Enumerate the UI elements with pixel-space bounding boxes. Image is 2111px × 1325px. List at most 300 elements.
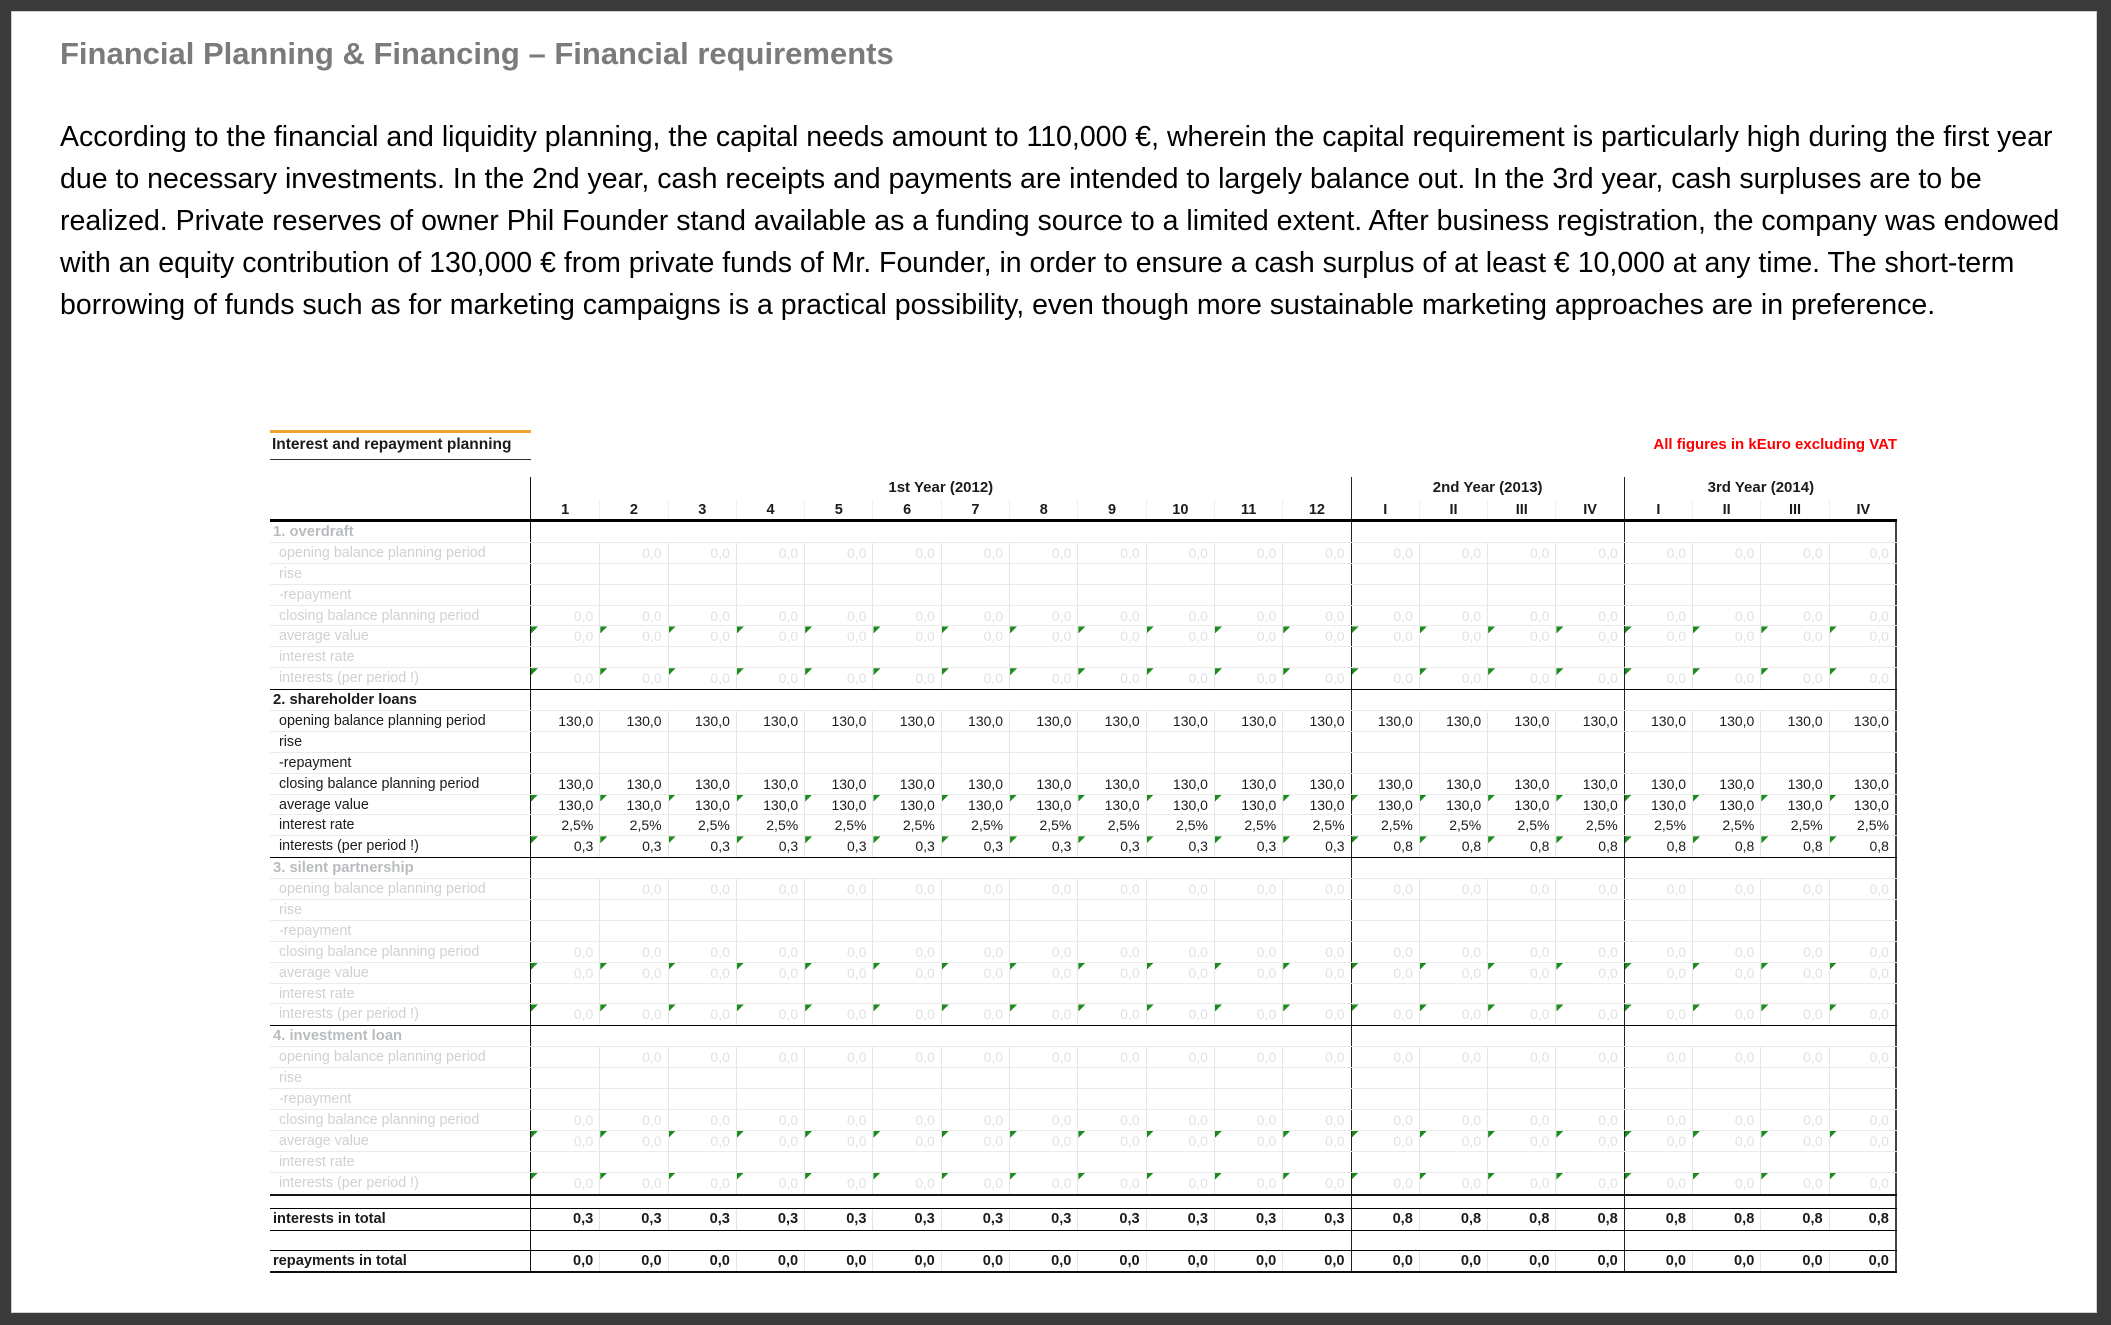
error-indicator-icon (531, 1131, 538, 1138)
table-cell (1624, 647, 1692, 667)
error-indicator-icon (942, 836, 949, 843)
table-cell: 2,5% (561, 817, 594, 834)
table-cell: 0,0 (804, 606, 872, 626)
table-cell (872, 1089, 940, 1109)
error-indicator-icon (942, 626, 949, 633)
table-cell (1829, 921, 1897, 941)
table-cell (1487, 585, 1555, 605)
error-indicator-icon (600, 1173, 607, 1180)
table-cell (668, 732, 736, 752)
error-indicator-icon (1693, 1173, 1700, 1180)
table-row (270, 647, 1897, 668)
error-indicator-icon (531, 963, 538, 970)
table-cell (1214, 1152, 1282, 1172)
table-cell (1624, 900, 1692, 920)
table-cell: 130,0 (1146, 795, 1214, 815)
table-section (270, 857, 1897, 1025)
table-cell (1146, 1068, 1214, 1088)
error-indicator-icon (1010, 836, 1017, 843)
section-header-cell (1487, 690, 1555, 710)
error-indicator-icon (1830, 1131, 1837, 1138)
spacer-cell (1555, 1231, 1623, 1250)
table-cell (872, 732, 940, 752)
table-cell: 0,0 (1555, 1131, 1623, 1151)
table-cell: 0,0 (1146, 626, 1214, 646)
year-group-label: 2nd Year (2013) (1351, 477, 1624, 499)
section-header-cell (872, 1026, 940, 1046)
table-cell: 130,0 (1555, 774, 1623, 794)
table-cell: 0,0 (872, 1047, 940, 1067)
error-indicator-icon (1215, 668, 1222, 675)
table-row (270, 942, 1897, 963)
total-cell: 0,8 (1829, 1209, 1897, 1230)
table-cell: 0,0 (1146, 1110, 1214, 1130)
table-cell: 130,0 (1282, 795, 1350, 815)
error-indicator-icon (1283, 668, 1290, 675)
table-cell: 0,0 (1760, 1004, 1828, 1025)
table-cell (1829, 984, 1897, 1004)
table-cell: 0,0 (1214, 626, 1282, 646)
error-indicator-icon (1830, 1173, 1837, 1180)
table-cell: 0,0 (804, 879, 872, 899)
spacer-cell (1760, 1196, 1828, 1208)
table-cell: 0,0 (1692, 963, 1760, 983)
total-cell: 0,8 (1555, 1209, 1623, 1230)
total-cell: 0,0 (1282, 1251, 1350, 1271)
table-cell: 0,0 (1146, 879, 1214, 899)
table-cell (736, 753, 804, 773)
error-indicator-icon (1761, 1173, 1768, 1180)
row-label: rise (270, 564, 531, 584)
table-cell (1419, 753, 1487, 773)
table-cell (1692, 753, 1760, 773)
total-cell: 0,0 (1419, 1251, 1487, 1271)
section-header-cell (531, 858, 599, 878)
table-cell (1214, 732, 1282, 752)
table-cell: 0,0 (1282, 942, 1350, 962)
table-cell: 0,0 (1419, 1131, 1487, 1151)
spacer-cell (736, 1196, 804, 1208)
total-cell: 0,3 (1009, 1209, 1077, 1230)
table-cell: 0,0 (1351, 1047, 1419, 1067)
total-cell: 0,0 (1077, 1251, 1145, 1271)
section-header-cell (1419, 858, 1487, 878)
table-cell: 0,0 (804, 942, 872, 962)
error-indicator-icon (531, 795, 538, 802)
section-header-cell (1829, 522, 1897, 542)
table-cell (531, 647, 599, 667)
table-cell (1009, 647, 1077, 667)
table-cell (1419, 647, 1487, 667)
row-label: interest rate (270, 984, 531, 1004)
table-cell: 2,5% (668, 815, 736, 835)
error-indicator-icon (1147, 668, 1154, 675)
units-note: All figures in kEuro excluding VAT (1653, 436, 1897, 453)
table-cell (1487, 647, 1555, 667)
table-cell: 0,0 (1009, 963, 1077, 983)
table-cell: 0,0 (1009, 1173, 1077, 1194)
error-indicator-icon (873, 1131, 880, 1138)
table-cell: 0,0 (804, 626, 872, 646)
table-cell: 0,0 (599, 1173, 667, 1194)
spacer-cell (1351, 1231, 1419, 1250)
error-indicator-icon (1078, 1004, 1085, 1011)
table-cell: 130,0 (1146, 711, 1214, 731)
section-header-cell (1009, 522, 1077, 542)
table-cell: 2,5% (1077, 815, 1145, 835)
error-indicator-icon (1488, 836, 1495, 843)
table-cell: 0,0 (872, 606, 940, 626)
slide-canvas (11, 11, 2097, 1313)
table-cell: 130,0 (1760, 795, 1828, 815)
total-cell: 0,3 (1146, 1209, 1214, 1230)
table-cell: 0,0 (1760, 963, 1828, 983)
error-indicator-icon (1010, 626, 1017, 633)
table-cell (1077, 564, 1145, 584)
row-label: -repayment (270, 1089, 531, 1109)
table-cell (872, 564, 940, 584)
table-cell (531, 1152, 599, 1172)
error-indicator-icon (737, 836, 744, 843)
section-header-cell (1351, 690, 1419, 710)
table-cell: 0,0 (668, 1173, 736, 1194)
table-cell: 2,5% (1419, 815, 1487, 835)
table-cell (1351, 984, 1419, 1004)
table-cell: 0,0 (1146, 606, 1214, 626)
table-title: Interest and repayment planning (270, 430, 531, 460)
table-cell: 0,0 (1351, 1131, 1419, 1151)
error-indicator-icon (1215, 626, 1222, 633)
table-cell (1077, 1152, 1145, 1172)
section-header-cell (668, 522, 736, 542)
table-cell: 0,0 (1555, 1110, 1623, 1130)
error-indicator-icon (600, 836, 607, 843)
table-cell (1487, 984, 1555, 1004)
row-label: interest rate (270, 647, 531, 667)
table-cell: 0,0 (668, 1004, 736, 1025)
table-cell: 0,0 (1351, 879, 1419, 899)
spacer-cell (1214, 1196, 1282, 1208)
table-cell: 0,0 (872, 963, 940, 983)
table-cell (941, 732, 1009, 752)
table-cell (668, 585, 736, 605)
error-indicator-icon (873, 836, 880, 843)
year-header-row (270, 477, 1897, 499)
section-header-cell (1282, 690, 1350, 710)
table-cell: 130,0 (1692, 711, 1760, 731)
table-cell: 0,0 (1146, 963, 1214, 983)
table-cell (1624, 984, 1692, 1004)
table-cell: 130,0 (1009, 711, 1077, 731)
error-indicator-icon (1488, 963, 1495, 970)
table-cell: 0,0 (1282, 1173, 1350, 1194)
table-cell (1009, 1089, 1077, 1109)
table-cell (531, 1089, 599, 1109)
error-indicator-icon (1147, 626, 1154, 633)
table-row (270, 753, 1897, 774)
error-indicator-icon (1352, 1004, 1359, 1011)
table-row (270, 1131, 1897, 1152)
table-cell (1282, 1068, 1350, 1088)
total-cell: 0,8 (1487, 1209, 1555, 1230)
table-cell: 0,0 (941, 942, 1009, 962)
table-grid (270, 477, 1897, 1273)
table-cell: 0,0 (1282, 879, 1350, 899)
table-row (270, 564, 1897, 585)
table-cell: 0,0 (1351, 1173, 1419, 1194)
period-header-row (270, 499, 1897, 521)
table-cell (531, 900, 599, 920)
table-cell: 0,0 (1077, 606, 1145, 626)
table-cell: 0,0 (1555, 1173, 1623, 1194)
table-cell (1760, 647, 1828, 667)
total-cell: 0,0 (1829, 1251, 1897, 1271)
table-cell (1077, 732, 1145, 752)
error-indicator-icon (805, 1131, 812, 1138)
table-cell (1692, 585, 1760, 605)
table-cell: 130,0 (558, 713, 594, 730)
table-cell: 130,0 (668, 774, 736, 794)
table-cell (1214, 921, 1282, 941)
error-indicator-icon (1830, 1004, 1837, 1011)
table-cell: 0,0 (1214, 1004, 1282, 1025)
spacer-cell (1487, 1196, 1555, 1208)
table-cell: 0,0 (1555, 942, 1623, 962)
section-header-cell (668, 858, 736, 878)
table-cell: 0,0 (1692, 668, 1760, 689)
table-cell: 130,0 (668, 795, 736, 815)
table-cell (1077, 647, 1145, 667)
table-cell: 130,0 (1077, 795, 1145, 815)
error-indicator-icon (1761, 626, 1768, 633)
total-cell: 0,3 (941, 1209, 1009, 1230)
table-row (270, 1068, 1897, 1089)
table-cell (736, 732, 804, 752)
table-row (270, 774, 1897, 795)
table-cell: 2,5% (1146, 815, 1214, 835)
period-header: 6 (872, 499, 940, 519)
error-indicator-icon (1283, 626, 1290, 633)
table-cell: 0,0 (531, 1004, 599, 1025)
table-cell: 130,0 (1624, 711, 1692, 731)
table-cell (1419, 585, 1487, 605)
table-cell (736, 900, 804, 920)
spacer-cell (1009, 1196, 1077, 1208)
error-indicator-icon (1352, 963, 1359, 970)
spacer-cell (1282, 1196, 1350, 1208)
table-cell: 0,0 (1624, 1004, 1692, 1025)
table-cell: 0,0 (1624, 942, 1692, 962)
table-cell (531, 984, 599, 1004)
section-header-cell (1214, 522, 1282, 542)
row-label: interests (per period !) (270, 836, 531, 857)
table-cell: 0,0 (1760, 626, 1828, 646)
table-cell: 0,8 (1624, 836, 1692, 857)
table-cell: 0,0 (1282, 1004, 1350, 1025)
table-cell: 130,0 (599, 795, 667, 815)
table-cell: 130,0 (1555, 711, 1623, 731)
table-cell (1555, 921, 1623, 941)
table-row (270, 879, 1897, 900)
table-cell (1282, 900, 1350, 920)
table-cell: 2,5% (1555, 815, 1623, 835)
table-cell: 0,0 (1419, 1173, 1487, 1194)
error-indicator-icon (1761, 668, 1768, 675)
table-cell (599, 564, 667, 584)
total-label: interests in total (270, 1209, 531, 1230)
section-title: 4. investment loan (270, 1026, 531, 1046)
table-cell: 0,0 (1009, 668, 1077, 689)
table-cell (1146, 564, 1214, 584)
table-row (270, 921, 1897, 942)
total-cell: 0,3 (1282, 1209, 1350, 1230)
table-cell: 130,0 (1351, 711, 1419, 731)
table-cell (668, 647, 736, 667)
table-cell: 2,5% (1214, 815, 1282, 835)
error-indicator-icon (873, 1173, 880, 1180)
section-header-cell (1351, 858, 1419, 878)
table-cell (941, 1152, 1009, 1172)
table-cell (1692, 1089, 1760, 1109)
year-group-label: 3rd Year (2014) (1624, 477, 1897, 499)
table-cell (599, 1089, 667, 1109)
table-cell: 0,0 (1692, 606, 1760, 626)
table-cell: 130,0 (599, 711, 667, 731)
table-cell: 0,0 (1077, 1110, 1145, 1130)
table-cell: 0,0 (1077, 879, 1145, 899)
period-header: IV (1555, 499, 1623, 519)
table-cell (1351, 585, 1419, 605)
table-cell (1009, 732, 1077, 752)
table-cell: 0,0 (1214, 668, 1282, 689)
table-cell: 0,0 (599, 1131, 667, 1151)
error-indicator-icon (1215, 963, 1222, 970)
table-cell: 0,0 (1214, 963, 1282, 983)
error-indicator-icon (1556, 1131, 1563, 1138)
table-cell (599, 753, 667, 773)
error-indicator-icon (600, 1004, 607, 1011)
table-cell: 130,0 (872, 711, 940, 731)
error-indicator-icon (1625, 626, 1632, 633)
spacer (270, 460, 1897, 477)
period-header: II (1692, 499, 1760, 519)
table-cell: 130,0 (1351, 774, 1419, 794)
table-cell (1419, 984, 1487, 1004)
table-cell: 0,0 (1009, 626, 1077, 646)
table-cell: 0,8 (1555, 836, 1623, 857)
table-cell (1555, 1089, 1623, 1109)
table-cell (1760, 1068, 1828, 1088)
table-cell: 0,0 (531, 626, 599, 646)
section-header-row (270, 690, 1897, 711)
table-cell: 0,0 (1077, 1047, 1145, 1067)
table-cell (736, 647, 804, 667)
spacer-cell (1692, 1196, 1760, 1208)
error-indicator-icon (669, 626, 676, 633)
table-cell: 2,5% (1829, 815, 1897, 835)
error-indicator-icon (1420, 1004, 1427, 1011)
table-cell (804, 647, 872, 667)
table-cell: 0,0 (1009, 1131, 1077, 1151)
table-row (270, 836, 1897, 857)
row-label: closing balance planning period (270, 942, 531, 962)
table-cell: 0,0 (1760, 1131, 1828, 1151)
total-cell: 0,0 (668, 1251, 736, 1271)
section-header-cell (804, 690, 872, 710)
row-label: opening balance planning period (270, 711, 531, 731)
period-header: 12 (1282, 499, 1350, 519)
table-cell: 0,0 (1009, 879, 1077, 899)
section-header-cell (1624, 858, 1692, 878)
spacer-cell (1077, 1231, 1145, 1250)
table-cell: 0,0 (1146, 942, 1214, 962)
table-cell (804, 984, 872, 1004)
table-cell (1692, 647, 1760, 667)
table-cell (1009, 585, 1077, 605)
table-cell (599, 732, 667, 752)
error-indicator-icon (737, 1131, 744, 1138)
table-cell: 0,0 (1146, 543, 1214, 563)
table-cell (1282, 984, 1350, 1004)
table-cell: 0,0 (1419, 1047, 1487, 1067)
table-cell: 0,0 (1760, 1047, 1828, 1067)
table-cell (1214, 900, 1282, 920)
table-cell: 0,0 (1009, 1110, 1077, 1130)
table-cell: 0,0 (736, 879, 804, 899)
spacer-cell (941, 1196, 1009, 1208)
table-cell: 0,0 (599, 1110, 667, 1130)
table-cell: 0,0 (1419, 626, 1487, 646)
error-indicator-icon (1693, 795, 1700, 802)
table-cell: 0,8 (1829, 836, 1897, 857)
table-cell: 0,0 (668, 668, 736, 689)
table-cell: 130,0 (1487, 711, 1555, 731)
error-indicator-icon (1556, 1004, 1563, 1011)
table-cell: 0,0 (1829, 543, 1897, 563)
table-cell: 0,3 (1077, 836, 1145, 857)
error-indicator-icon (1283, 1173, 1290, 1180)
table-cell: 0,0 (1555, 543, 1623, 563)
table-cell (599, 900, 667, 920)
table-cell: 0,0 (1214, 1110, 1282, 1130)
table-cell: 130,0 (736, 795, 804, 815)
table-cell: 0,0 (1624, 543, 1692, 563)
spacer-cell (736, 1231, 804, 1250)
table-cell: 0,3 (804, 836, 872, 857)
table-section (270, 521, 1897, 689)
table-cell: 0,3 (1214, 836, 1282, 857)
table-cell (872, 984, 940, 1004)
table-cell: 130,0 (1419, 774, 1487, 794)
table-cell: 130,0 (804, 795, 872, 815)
table-cell: 0,0 (872, 668, 940, 689)
table-cell: 130,0 (1009, 774, 1077, 794)
error-indicator-icon (1147, 795, 1154, 802)
table-cell (1351, 1068, 1419, 1088)
table-cell: 0,0 (1077, 963, 1145, 983)
error-indicator-icon (1556, 1173, 1563, 1180)
total-row (270, 1208, 1897, 1231)
table-cell (1487, 564, 1555, 584)
section-header-cell (941, 690, 1009, 710)
table-cell: 0,0 (599, 963, 667, 983)
error-indicator-icon (531, 626, 538, 633)
section-title: 3. silent partnership (270, 858, 531, 878)
error-indicator-icon (1556, 668, 1563, 675)
table-cell: 0,8 (1760, 836, 1828, 857)
table-cell (1351, 753, 1419, 773)
table-cell (531, 753, 599, 773)
